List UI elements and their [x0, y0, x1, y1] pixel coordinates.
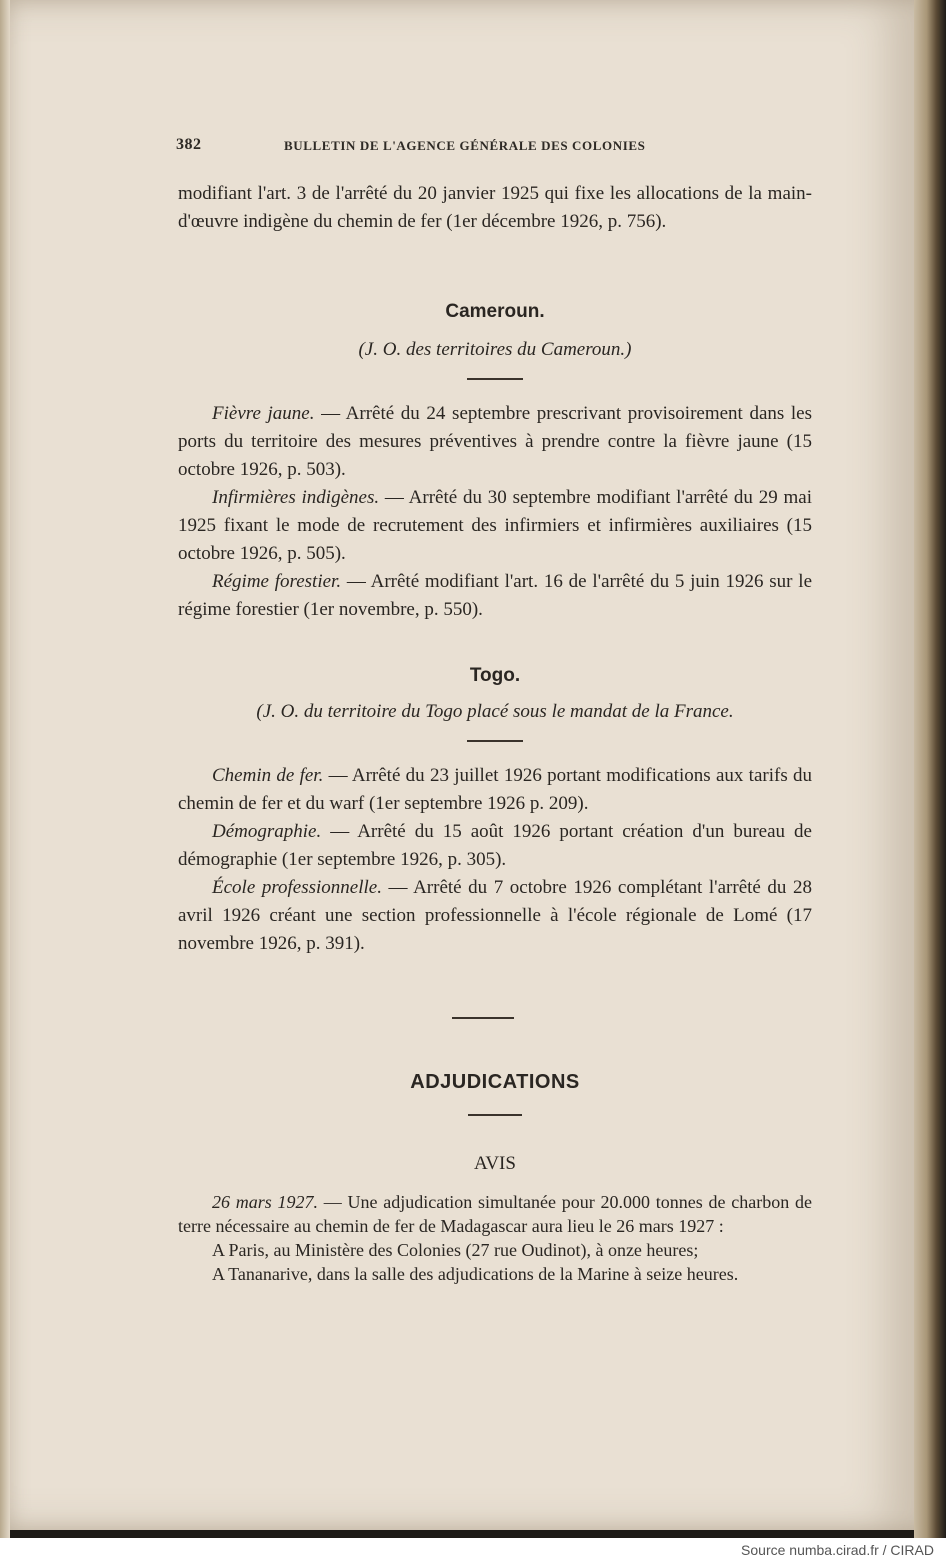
avis-paragraph	[178, 1190, 812, 1238]
running-head: BULLETIN DE L'AGENCE GÉNÉRALE DES COLONIES	[284, 138, 646, 153]
item-text: — Arrêté du 24 septembre prescrivant provisoirement dans les ports du territoire des mesures préventives à prendre contre la fièvre jaune (15 octobre 1926, p. 503).	[178, 403, 812, 480]
item-lead: Démographie.	[212, 821, 322, 842]
cameroun-title: Cameroun.	[445, 301, 545, 322]
page-header	[176, 136, 806, 158]
divider-rule	[452, 1017, 514, 1019]
item-lead: Chemin de fer.	[212, 765, 324, 786]
item-text: — Arrêté du 7 octobre 1926 complétant l'arrêté du 28 avril 1926 créant une section professionnelle à l'école régionale de Lomé (17 novembre 1926, p. 391).	[178, 877, 812, 954]
avis-text: — Une adjudication simultanée pour 20.000 tonnes de charbon de terre nécessaire au chemin de fer de Madagascar aura lieu le 26 mars 1927 :	[178, 1192, 812, 1236]
avis-date: 26 mars 1927.	[212, 1192, 319, 1212]
avis-tananarive: A Tananarive, dans la salle des adjudications de la Marine à seize heures.	[212, 1264, 739, 1284]
source-credit: Source numba.cirad.fr / CIRAD	[741, 1542, 934, 1558]
item-lead: Régime forestier.	[212, 571, 342, 592]
item-text: — Arrêté du 30 septembre modifiant l'arrêté du 29 mai 1925 fixant le mode de recrutement des infirmiers et infirmières auxiliaires (15 octobre 1926, p. 505).	[178, 487, 813, 564]
cameroun-item	[178, 400, 812, 484]
section-rule	[467, 378, 523, 380]
togo-item	[178, 818, 812, 874]
togo-subtitle: (J. O. du territoire du Togo placé sous le mandat de la France.	[256, 701, 734, 722]
cameroun-section	[178, 298, 812, 624]
togo-item	[178, 874, 812, 958]
item-lead: École professionnelle.	[212, 877, 382, 898]
avis-heading: AVIS	[474, 1153, 516, 1174]
item-text: — Arrêté du 23 juillet 1926 portant modifications aux tarifs du chemin de fer et du warf (1er septembre 1926 p. 209).	[178, 765, 812, 814]
togo-item	[178, 762, 812, 818]
avis-paris: A Paris, au Ministère des Colonies (27 rue Oudinot), à onze heures;	[212, 1240, 699, 1260]
section-rule	[468, 1114, 522, 1116]
page-number: 382	[176, 136, 202, 153]
intro-block	[178, 180, 812, 236]
page-gutter	[0, 0, 10, 1538]
intro-paragraph: modifiant l'art. 3 de l'arrêté du 20 janvier 1925 qui fixe les allocations de la main-d'œuvre indigène du chemin de fer (1er décembre 1926, p. 756).	[178, 183, 812, 232]
item-lead: Fièvre jaune.	[212, 403, 315, 424]
item-text: — Arrêté modifiant l'art. 16 de l'arrêté du 5 juin 1926 sur le régime forestier (1er novembre, p. 550).	[178, 571, 813, 620]
cameroun-item	[178, 568, 812, 624]
togo-section	[178, 662, 812, 958]
page-edge	[914, 0, 946, 1538]
togo-title: Togo.	[469, 665, 521, 686]
adjudications-section	[178, 1068, 812, 1286]
item-lead: Infirmières indigènes.	[212, 487, 380, 508]
section-rule	[467, 740, 523, 742]
adjudications-title: ADJUDICATIONS	[410, 1071, 580, 1093]
cameroun-item	[178, 484, 812, 568]
cameroun-subtitle: (J. O. des territoires du Cameroun.)	[358, 339, 632, 360]
item-text: — Arrêté du 15 août 1926 portant création d'un bureau de démographie (1er septembre 1926, p. 305).	[178, 821, 812, 870]
